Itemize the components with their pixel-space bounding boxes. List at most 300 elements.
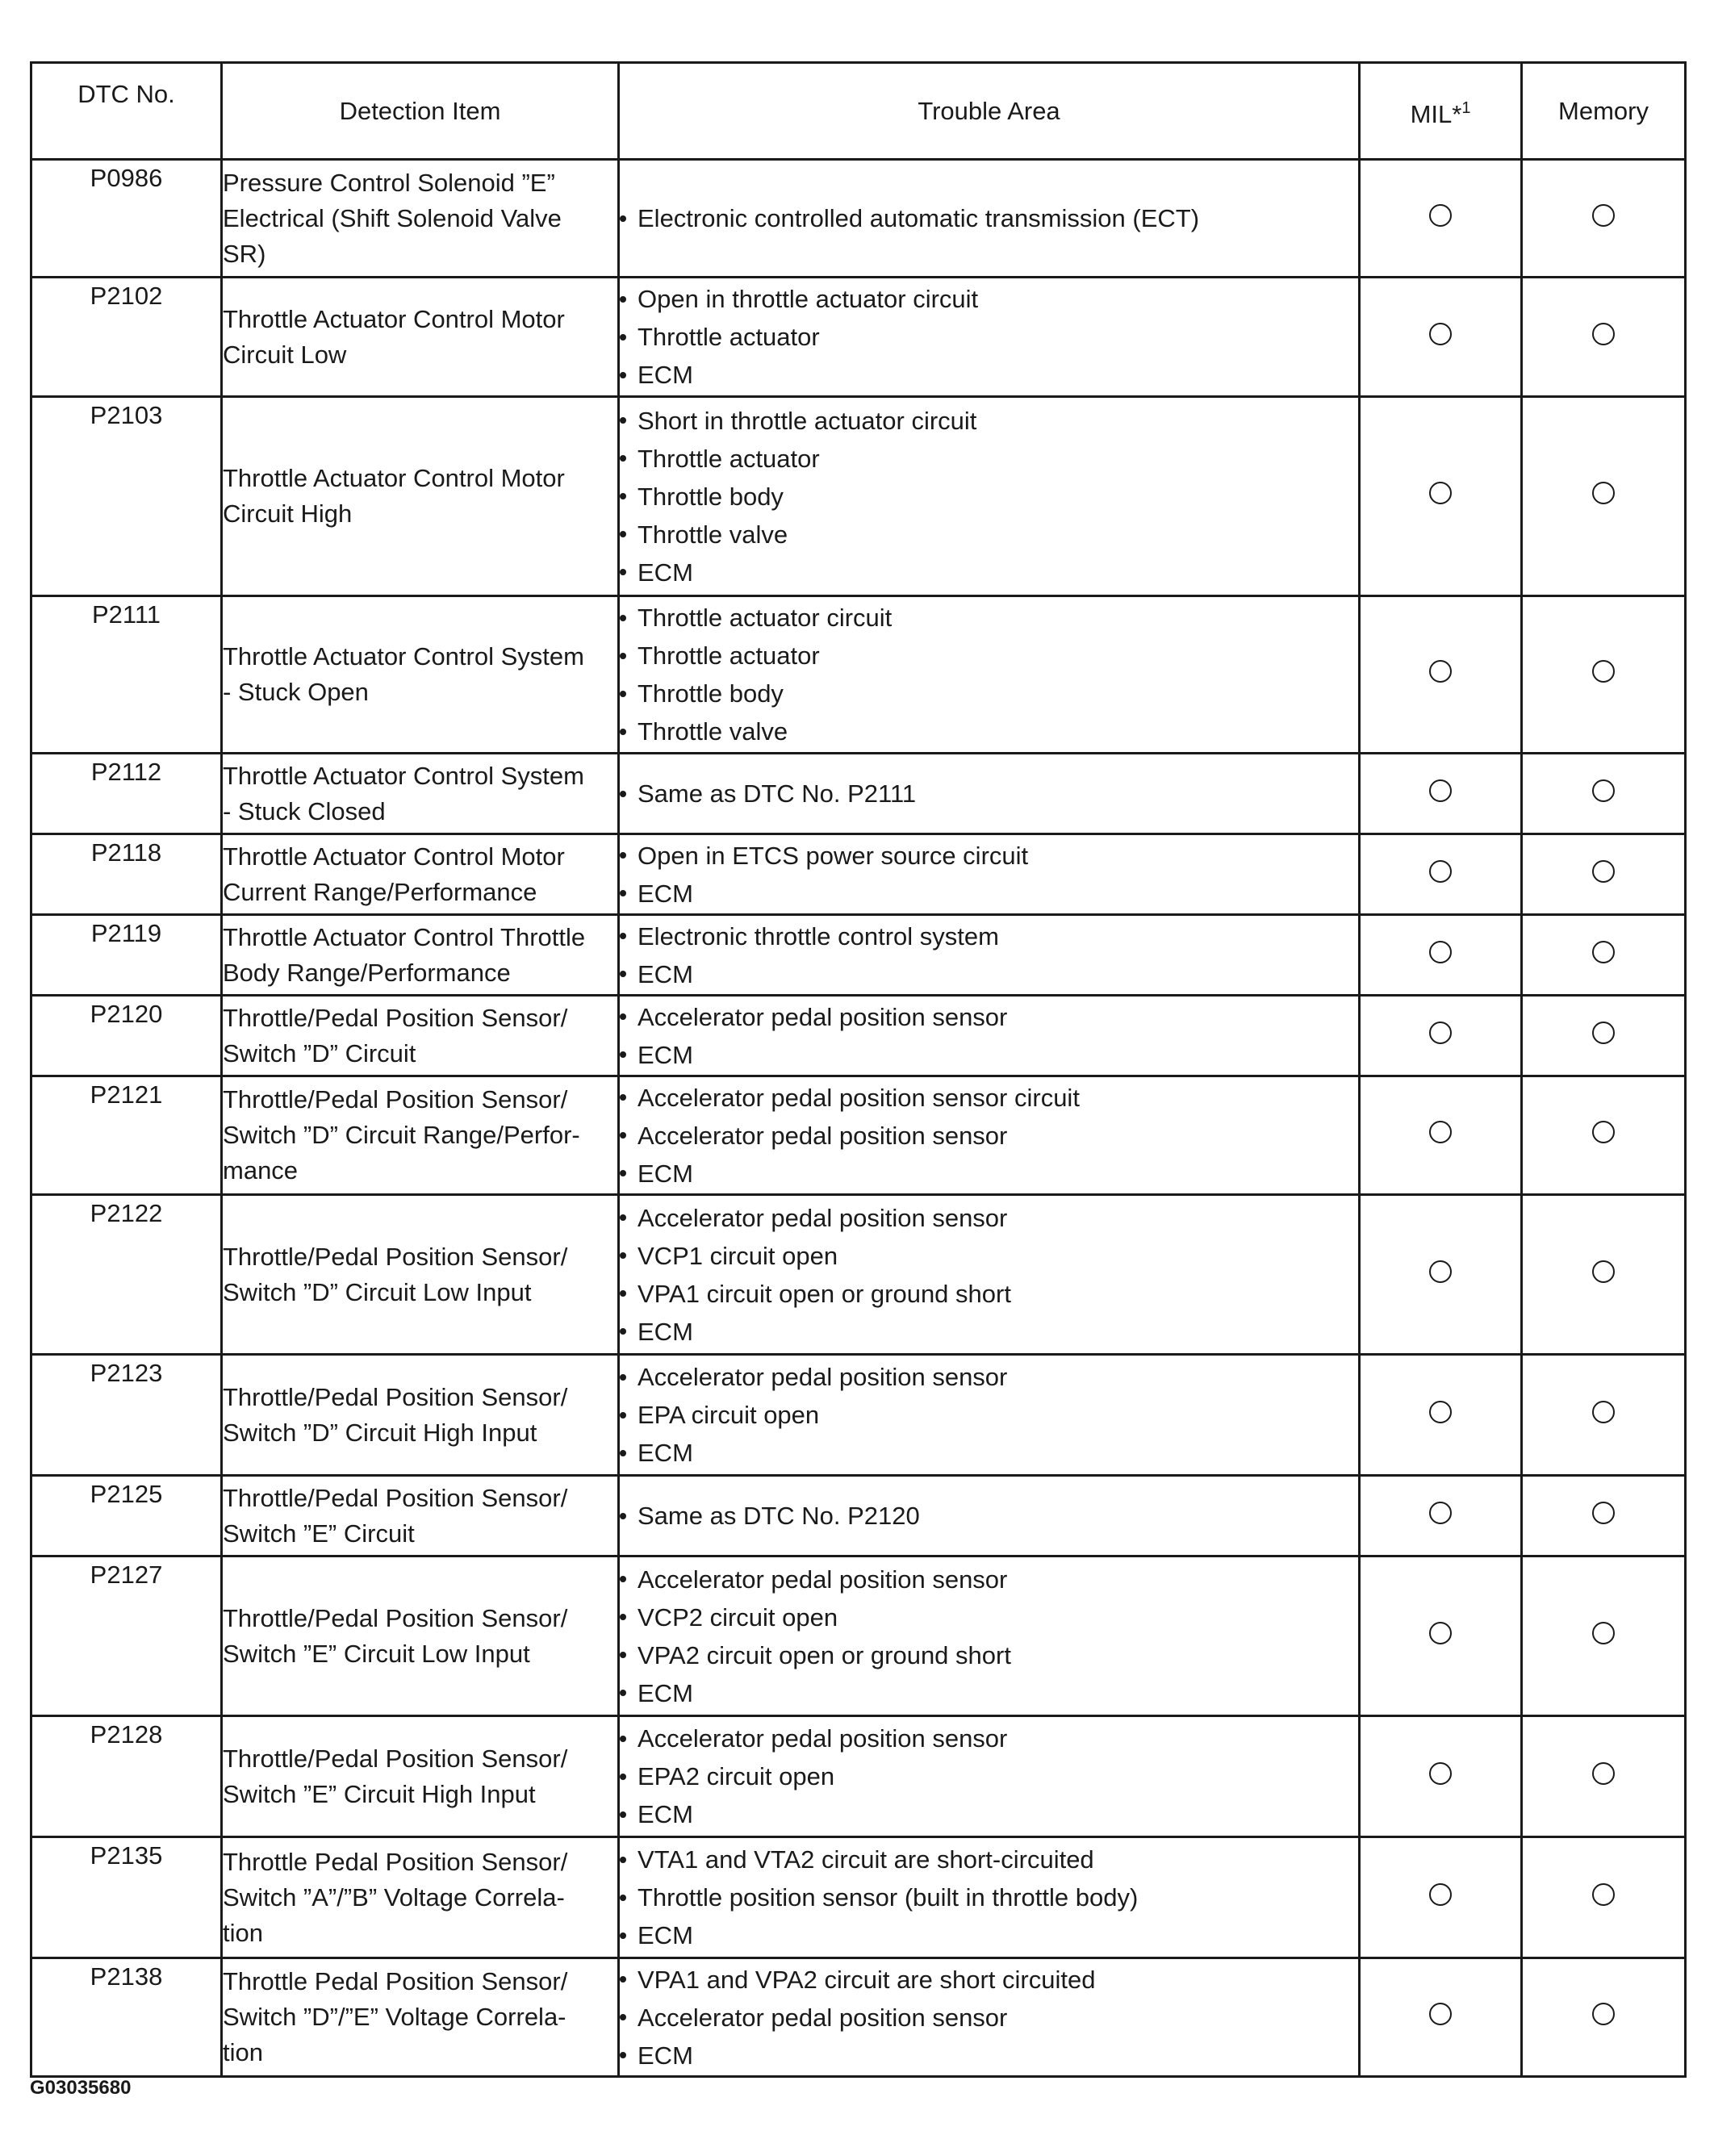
detection-item-line: Circuit Low [223, 340, 347, 369]
trouble-area-item [620, 1636, 1358, 1674]
detection-item-line: Throttle/Pedal Position Sensor/ [223, 1085, 568, 1114]
mil-circle-icon [1429, 1762, 1452, 1785]
trouble-area [619, 834, 1360, 915]
memory-circle-icon [1592, 482, 1615, 504]
mil-circle-icon [1429, 1260, 1452, 1283]
detection-item-line: Switch ”D” Circuit [223, 1038, 416, 1068]
mil-circle-icon [1429, 1622, 1452, 1644]
mil-circle-icon [1429, 660, 1452, 683]
mil-cell [1360, 996, 1522, 1076]
table-row [31, 1958, 1686, 2077]
mil-cell [1360, 278, 1522, 397]
mil-cell [1360, 1958, 1522, 2077]
detection-item-line: Circuit High [223, 499, 353, 528]
detection-item-line: Body Range/Performance [223, 958, 511, 987]
memory-cell [1522, 397, 1686, 596]
trouble-area-text: ECM [638, 1921, 693, 1949]
mil-cell [1360, 915, 1522, 996]
table-row [31, 1476, 1686, 1556]
bullet-icon [620, 1497, 638, 1535]
trouble-area-item [620, 1079, 1358, 1117]
bullet-icon [620, 955, 638, 993]
trouble-area-text: Open in ETCS power source circuit [638, 841, 1029, 870]
bullet-icon [620, 1036, 638, 1074]
mil-cell [1360, 1195, 1522, 1355]
bullet-icon [620, 1636, 638, 1674]
trouble-area-item [620, 775, 1358, 813]
memory-cell [1522, 834, 1686, 915]
bullet-icon [620, 1358, 638, 1396]
trouble-area [619, 754, 1360, 834]
detection-item [222, 1556, 619, 1716]
trouble-area-text: ECM [638, 959, 693, 988]
dtc-code: P2135 [31, 1837, 222, 1958]
detection-item-line: Throttle/Pedal Position Sensor/ [223, 1603, 568, 1632]
detection-item [222, 1476, 619, 1556]
table-row [31, 596, 1686, 754]
trouble-area-item [620, 1036, 1358, 1074]
detection-item [222, 1076, 619, 1195]
bullet-icon [620, 440, 638, 478]
detection-item-line: Throttle/Pedal Position Sensor/ [223, 1382, 568, 1411]
trouble-area-text: Short in throttle actuator circuit [638, 406, 977, 435]
detection-item [222, 397, 619, 596]
detection-item-line: Switch ”D” Circuit High Input [223, 1418, 537, 1447]
trouble-area-text: Open in throttle actuator circuit [638, 285, 979, 313]
header-mil-footnote: 1 [1461, 98, 1471, 117]
detection-item-line: Current Range/Performance [223, 877, 537, 906]
trouble-area-item [620, 1916, 1358, 1954]
bullet-icon [620, 1434, 638, 1472]
header-dtc-no: DTC No. [31, 63, 222, 160]
trouble-area-item [620, 554, 1358, 591]
trouble-area-item [620, 1841, 1358, 1878]
bullet-icon [620, 1841, 638, 1878]
trouble-area-text: Throttle body [638, 679, 784, 708]
bullet-icon [620, 199, 638, 237]
bullet-icon [620, 1598, 638, 1636]
detection-item-line: Throttle/Pedal Position Sensor/ [223, 1003, 568, 1032]
mil-cell [1360, 1476, 1522, 1556]
memory-circle-icon [1592, 1622, 1615, 1644]
bullet-icon [620, 917, 638, 955]
trouble-area-text: Electronic throttle control system [638, 921, 999, 951]
bullet-icon [620, 599, 638, 637]
detection-item-line: Switch ”A”/”B” Voltage Correla- [223, 1882, 565, 1912]
trouble-area-text: Accelerator pedal position sensor [638, 1724, 1008, 1753]
table-row [31, 834, 1686, 915]
trouble-area [619, 596, 1360, 754]
detection-item-line: SR) [223, 239, 266, 268]
bullet-icon [620, 1961, 638, 1999]
mil-cell [1360, 1716, 1522, 1837]
detection-item-line: Switch ”E” Circuit High Input [223, 1779, 536, 1808]
detection-item [222, 1355, 619, 1476]
trouble-area-item [620, 280, 1358, 318]
bullet-icon [620, 516, 638, 554]
trouble-area-text: Accelerator pedal position sensor [638, 1121, 1008, 1150]
bullet-icon [620, 1313, 638, 1351]
trouble-area-text: ECM [638, 879, 693, 908]
mil-circle-icon [1429, 860, 1452, 883]
detection-item-line: Switch ”E” Circuit Low Input [223, 1639, 530, 1668]
bullet-icon [620, 875, 638, 913]
trouble-area-text: Accelerator pedal position sensor [638, 1565, 1008, 1594]
trouble-area-item [620, 516, 1358, 554]
header-trouble-area: Trouble Area [619, 63, 1360, 160]
mil-cell [1360, 1355, 1522, 1476]
mil-circle-icon [1429, 1022, 1452, 1044]
table-row [31, 1195, 1686, 1355]
trouble-area [619, 915, 1360, 996]
trouble-area-text: Same as DTC No. P2120 [638, 1502, 920, 1530]
bullet-icon [620, 1079, 638, 1117]
memory-cell [1522, 160, 1686, 278]
mil-circle-icon [1429, 2003, 1452, 2025]
trouble-area-item [620, 402, 1358, 440]
trouble-area-text: Throttle actuator circuit [638, 604, 893, 632]
memory-circle-icon [1592, 779, 1615, 802]
dtc-code: P2123 [31, 1355, 222, 1476]
bullet-icon [620, 478, 638, 516]
figure-id: G03035680 [30, 2077, 132, 2099]
mil-cell [1360, 754, 1522, 834]
dtc-code: P2138 [31, 1958, 222, 2077]
trouble-area-text: Throttle actuator [638, 641, 820, 670]
trouble-area-item [620, 637, 1358, 675]
trouble-area-text: VCP2 circuit open [638, 1602, 838, 1632]
mil-cell [1360, 1076, 1522, 1195]
trouble-area-item [620, 1313, 1358, 1351]
dtc-code: P2112 [31, 754, 222, 834]
detection-item [222, 1958, 619, 2077]
trouble-area-text: VPA1 circuit open or ground short [638, 1279, 1011, 1308]
bullet-icon [620, 1275, 638, 1313]
memory-circle-icon [1592, 1260, 1615, 1283]
mil-cell [1360, 1837, 1522, 1958]
trouble-area-item [620, 1961, 1358, 1999]
bullet-icon [620, 1237, 638, 1275]
trouble-area-item [620, 675, 1358, 712]
detection-item-line: - Stuck Open [223, 678, 369, 706]
trouble-area-text: Throttle body [638, 482, 784, 511]
mil-cell [1360, 834, 1522, 915]
trouble-area [619, 1958, 1360, 2077]
mil-circle-icon [1429, 1502, 1452, 1524]
trouble-area-item [620, 1358, 1358, 1396]
mil-circle-icon [1429, 1121, 1452, 1143]
trouble-area-item [620, 199, 1358, 237]
trouble-area-item [620, 1275, 1358, 1313]
dtc-code: P2118 [31, 834, 222, 915]
trouble-area-item [620, 837, 1358, 875]
dtc-code: P2120 [31, 996, 222, 1076]
table-row [31, 915, 1686, 996]
mil-circle-icon [1429, 941, 1452, 963]
table-row [31, 397, 1686, 596]
trouble-area-item [620, 2037, 1358, 2075]
memory-cell [1522, 1195, 1686, 1355]
trouble-area-text: EPA2 circuit open [638, 1762, 835, 1790]
trouble-area-text: Throttle position sensor (built in throttle body) [638, 1883, 1139, 1912]
bullet-icon [620, 1757, 638, 1795]
header-detection-item: Detection Item [222, 63, 619, 160]
trouble-area-item [620, 712, 1358, 750]
trouble-area-text: ECM [638, 1439, 693, 1467]
memory-circle-icon [1592, 1401, 1615, 1423]
memory-circle-icon [1592, 323, 1615, 345]
mil-circle-icon [1429, 779, 1452, 802]
detection-item [222, 160, 619, 278]
trouble-area-item [620, 1396, 1358, 1434]
bullet-icon [620, 1999, 638, 2037]
trouble-area-item [620, 1674, 1358, 1712]
detection-item [222, 278, 619, 397]
memory-cell [1522, 915, 1686, 996]
trouble-area-text: Electronic controlled automatic transmission (ECT) [638, 204, 1200, 232]
dtc-code: P2103 [31, 397, 222, 596]
bullet-icon [620, 1561, 638, 1598]
trouble-area-text: ECM [638, 1040, 693, 1069]
bullet-icon [620, 637, 638, 675]
trouble-area-text: VPA2 circuit open or ground short [638, 1640, 1011, 1669]
memory-cell [1522, 754, 1686, 834]
bullet-icon [620, 318, 638, 356]
trouble-area-text: ECM [638, 1159, 693, 1188]
mil-circle-icon [1429, 323, 1452, 345]
dtc-code: P2128 [31, 1716, 222, 1837]
memory-circle-icon [1592, 1883, 1615, 1906]
memory-cell [1522, 1837, 1686, 1958]
table-row [31, 160, 1686, 278]
memory-cell [1522, 996, 1686, 1076]
detection-item [222, 754, 619, 834]
memory-cell [1522, 1716, 1686, 1837]
trouble-area [619, 996, 1360, 1076]
trouble-area-text: ECM [638, 558, 693, 587]
header-memory: Memory [1522, 63, 1686, 160]
bullet-icon [620, 775, 638, 813]
trouble-area-item [620, 998, 1358, 1036]
detection-item [222, 1716, 619, 1837]
detection-item [222, 996, 619, 1076]
detection-item-line: Throttle Actuator Control Throttle [223, 922, 586, 951]
memory-cell [1522, 596, 1686, 754]
detection-item-line: Switch ”D”/”E” Voltage Correla- [223, 2003, 566, 2031]
memory-cell [1522, 1076, 1686, 1195]
detection-item-line: Switch ”E” Circuit [223, 1519, 415, 1548]
trouble-area-text: EPA circuit open [638, 1401, 820, 1429]
trouble-area-item [620, 478, 1358, 516]
bullet-icon [620, 1396, 638, 1434]
bullet-icon [620, 2037, 638, 2075]
trouble-area [619, 1837, 1360, 1958]
memory-cell [1522, 1958, 1686, 2077]
trouble-area-text: VPA1 and VPA2 circuit are short circuited [638, 1965, 1096, 1994]
table-row [31, 278, 1686, 397]
table-row [31, 754, 1686, 834]
trouble-area-item [620, 356, 1358, 394]
mil-circle-icon [1429, 1883, 1452, 1906]
trouble-area-item [620, 1878, 1358, 1916]
bullet-icon [620, 1916, 638, 1954]
bullet-icon [620, 402, 638, 440]
trouble-area-item [620, 318, 1358, 356]
table-row [31, 1556, 1686, 1716]
bullet-icon [620, 356, 638, 394]
detection-item-line: Switch ”D” Circuit Low Input [223, 1277, 532, 1306]
detection-item-line: Throttle Pedal Position Sensor/ [223, 1847, 568, 1876]
trouble-area [619, 1076, 1360, 1195]
header-mil-label: MIL* [1410, 99, 1462, 128]
bullet-icon [620, 554, 638, 591]
trouble-area [619, 1716, 1360, 1837]
detection-item-line: Throttle Pedal Position Sensor/ [223, 1967, 568, 1995]
trouble-area-text: Throttle actuator [638, 323, 820, 351]
trouble-area-text: Accelerator pedal position sensor [638, 1002, 1008, 1031]
trouble-area-text: ECM [638, 361, 693, 389]
trouble-area-text: ECM [638, 1678, 693, 1707]
header-row [31, 63, 1686, 160]
header-mil [1360, 63, 1522, 160]
trouble-area [619, 1476, 1360, 1556]
mil-cell [1360, 160, 1522, 278]
trouble-area-item [620, 1795, 1358, 1833]
trouble-area-item [620, 1434, 1358, 1472]
memory-circle-icon [1592, 860, 1615, 883]
memory-circle-icon [1592, 204, 1615, 227]
table-row [31, 1716, 1686, 1837]
detection-item-line: Throttle Actuator Control System [223, 642, 584, 671]
table-row [31, 1076, 1686, 1195]
bullet-icon [620, 280, 638, 318]
mil-cell [1360, 1556, 1522, 1716]
trouble-area [619, 397, 1360, 596]
detection-item-line: Pressure Control Solenoid ”E” [223, 168, 555, 197]
dtc-code: P0986 [31, 160, 222, 278]
bullet-icon [620, 1719, 638, 1757]
trouble-area-text: VTA1 and VTA2 circuit are short-circuited [638, 1845, 1094, 1874]
trouble-area-item [620, 1561, 1358, 1598]
bullet-icon [620, 837, 638, 875]
detection-item [222, 596, 619, 754]
detection-item-line: Throttle/Pedal Position Sensor/ [223, 1242, 568, 1271]
trouble-area-item [620, 1237, 1358, 1275]
memory-circle-icon [1592, 1762, 1615, 1785]
dtc-code: P2111 [31, 596, 222, 754]
dtc-code: P2119 [31, 915, 222, 996]
trouble-area-item [620, 955, 1358, 993]
detection-item-line: Throttle/Pedal Position Sensor/ [223, 1483, 568, 1512]
memory-circle-icon [1592, 1502, 1615, 1524]
detection-item-line: Throttle Actuator Control Motor [223, 842, 565, 871]
mil-circle-icon [1429, 482, 1452, 504]
trouble-area-text: ECM [638, 1800, 693, 1828]
bullet-icon [620, 1795, 638, 1833]
memory-circle-icon [1592, 2003, 1615, 2025]
bullet-icon [620, 675, 638, 712]
trouble-area-item [620, 1999, 1358, 2037]
trouble-area-item [620, 1719, 1358, 1757]
mil-cell [1360, 397, 1522, 596]
detection-item-line: Throttle Actuator Control System [223, 761, 584, 790]
detection-item-line: Throttle Actuator Control Motor [223, 464, 565, 492]
trouble-area-item [620, 440, 1358, 478]
trouble-area [619, 160, 1360, 278]
trouble-area-text: Throttle actuator [638, 444, 820, 473]
dtc-code: P2125 [31, 1476, 222, 1556]
trouble-area-text: ECM [638, 2041, 693, 2070]
dtc-table [30, 61, 1687, 2078]
detection-item [222, 1837, 619, 1958]
dtc-code: P2127 [31, 1556, 222, 1716]
table-row [31, 1355, 1686, 1476]
trouble-area-item [620, 1155, 1358, 1193]
memory-circle-icon [1592, 660, 1615, 683]
dtc-code: P2102 [31, 278, 222, 397]
dtc-code: P2122 [31, 1195, 222, 1355]
bullet-icon [620, 712, 638, 750]
trouble-area-item [620, 875, 1358, 913]
bullet-icon [620, 998, 638, 1036]
trouble-area-item [620, 599, 1358, 637]
trouble-area [619, 1355, 1360, 1476]
detection-item-line: mance [223, 1156, 299, 1185]
bullet-icon [620, 1155, 638, 1193]
mil-circle-icon [1429, 204, 1452, 227]
trouble-area-text: Accelerator pedal position sensor [638, 1203, 1008, 1232]
mil-circle-icon [1429, 1401, 1452, 1423]
trouble-area-text: Same as DTC No. P2111 [638, 779, 917, 808]
memory-cell [1522, 1476, 1686, 1556]
detection-item-line: Switch ”D” Circuit Range/Perfor- [223, 1121, 580, 1149]
memory-circle-icon [1592, 1121, 1615, 1143]
detection-item-line: - Stuck Closed [223, 796, 386, 825]
trouble-area-text: Accelerator pedal position sensor [638, 2003, 1008, 2032]
detection-item-line: tion [223, 2038, 263, 2066]
table-row [31, 1837, 1686, 1958]
trouble-area-item [620, 1117, 1358, 1155]
memory-cell [1522, 278, 1686, 397]
trouble-area-text: Accelerator pedal position sensor circuit [638, 1083, 1080, 1112]
bullet-icon [620, 1117, 638, 1155]
detection-item-line: Throttle/Pedal Position Sensor/ [223, 1744, 568, 1773]
trouble-area [619, 1195, 1360, 1355]
mil-cell [1360, 596, 1522, 754]
trouble-area-text: VCP1 circuit open [638, 1241, 838, 1270]
trouble-area-item [620, 1598, 1358, 1636]
detection-item [222, 834, 619, 915]
trouble-area-text: Accelerator pedal position sensor [638, 1363, 1008, 1391]
memory-cell [1522, 1355, 1686, 1476]
dtc-code: P2121 [31, 1076, 222, 1195]
table-row [31, 996, 1686, 1076]
trouble-area-item [620, 1757, 1358, 1795]
trouble-area-text: Throttle valve [638, 717, 788, 746]
detection-item [222, 1195, 619, 1355]
detection-item-line: Throttle Actuator Control Motor [223, 304, 565, 333]
detection-item [222, 915, 619, 996]
memory-circle-icon [1592, 1022, 1615, 1044]
trouble-area-item [620, 1497, 1358, 1535]
bullet-icon [620, 1878, 638, 1916]
detection-item-line: Electrical (Shift Solenoid Valve [223, 203, 562, 232]
memory-cell [1522, 1556, 1686, 1716]
trouble-area-text: Throttle valve [638, 520, 788, 549]
bullet-icon [620, 1199, 638, 1237]
memory-circle-icon [1592, 941, 1615, 963]
trouble-area-item [620, 917, 1358, 955]
